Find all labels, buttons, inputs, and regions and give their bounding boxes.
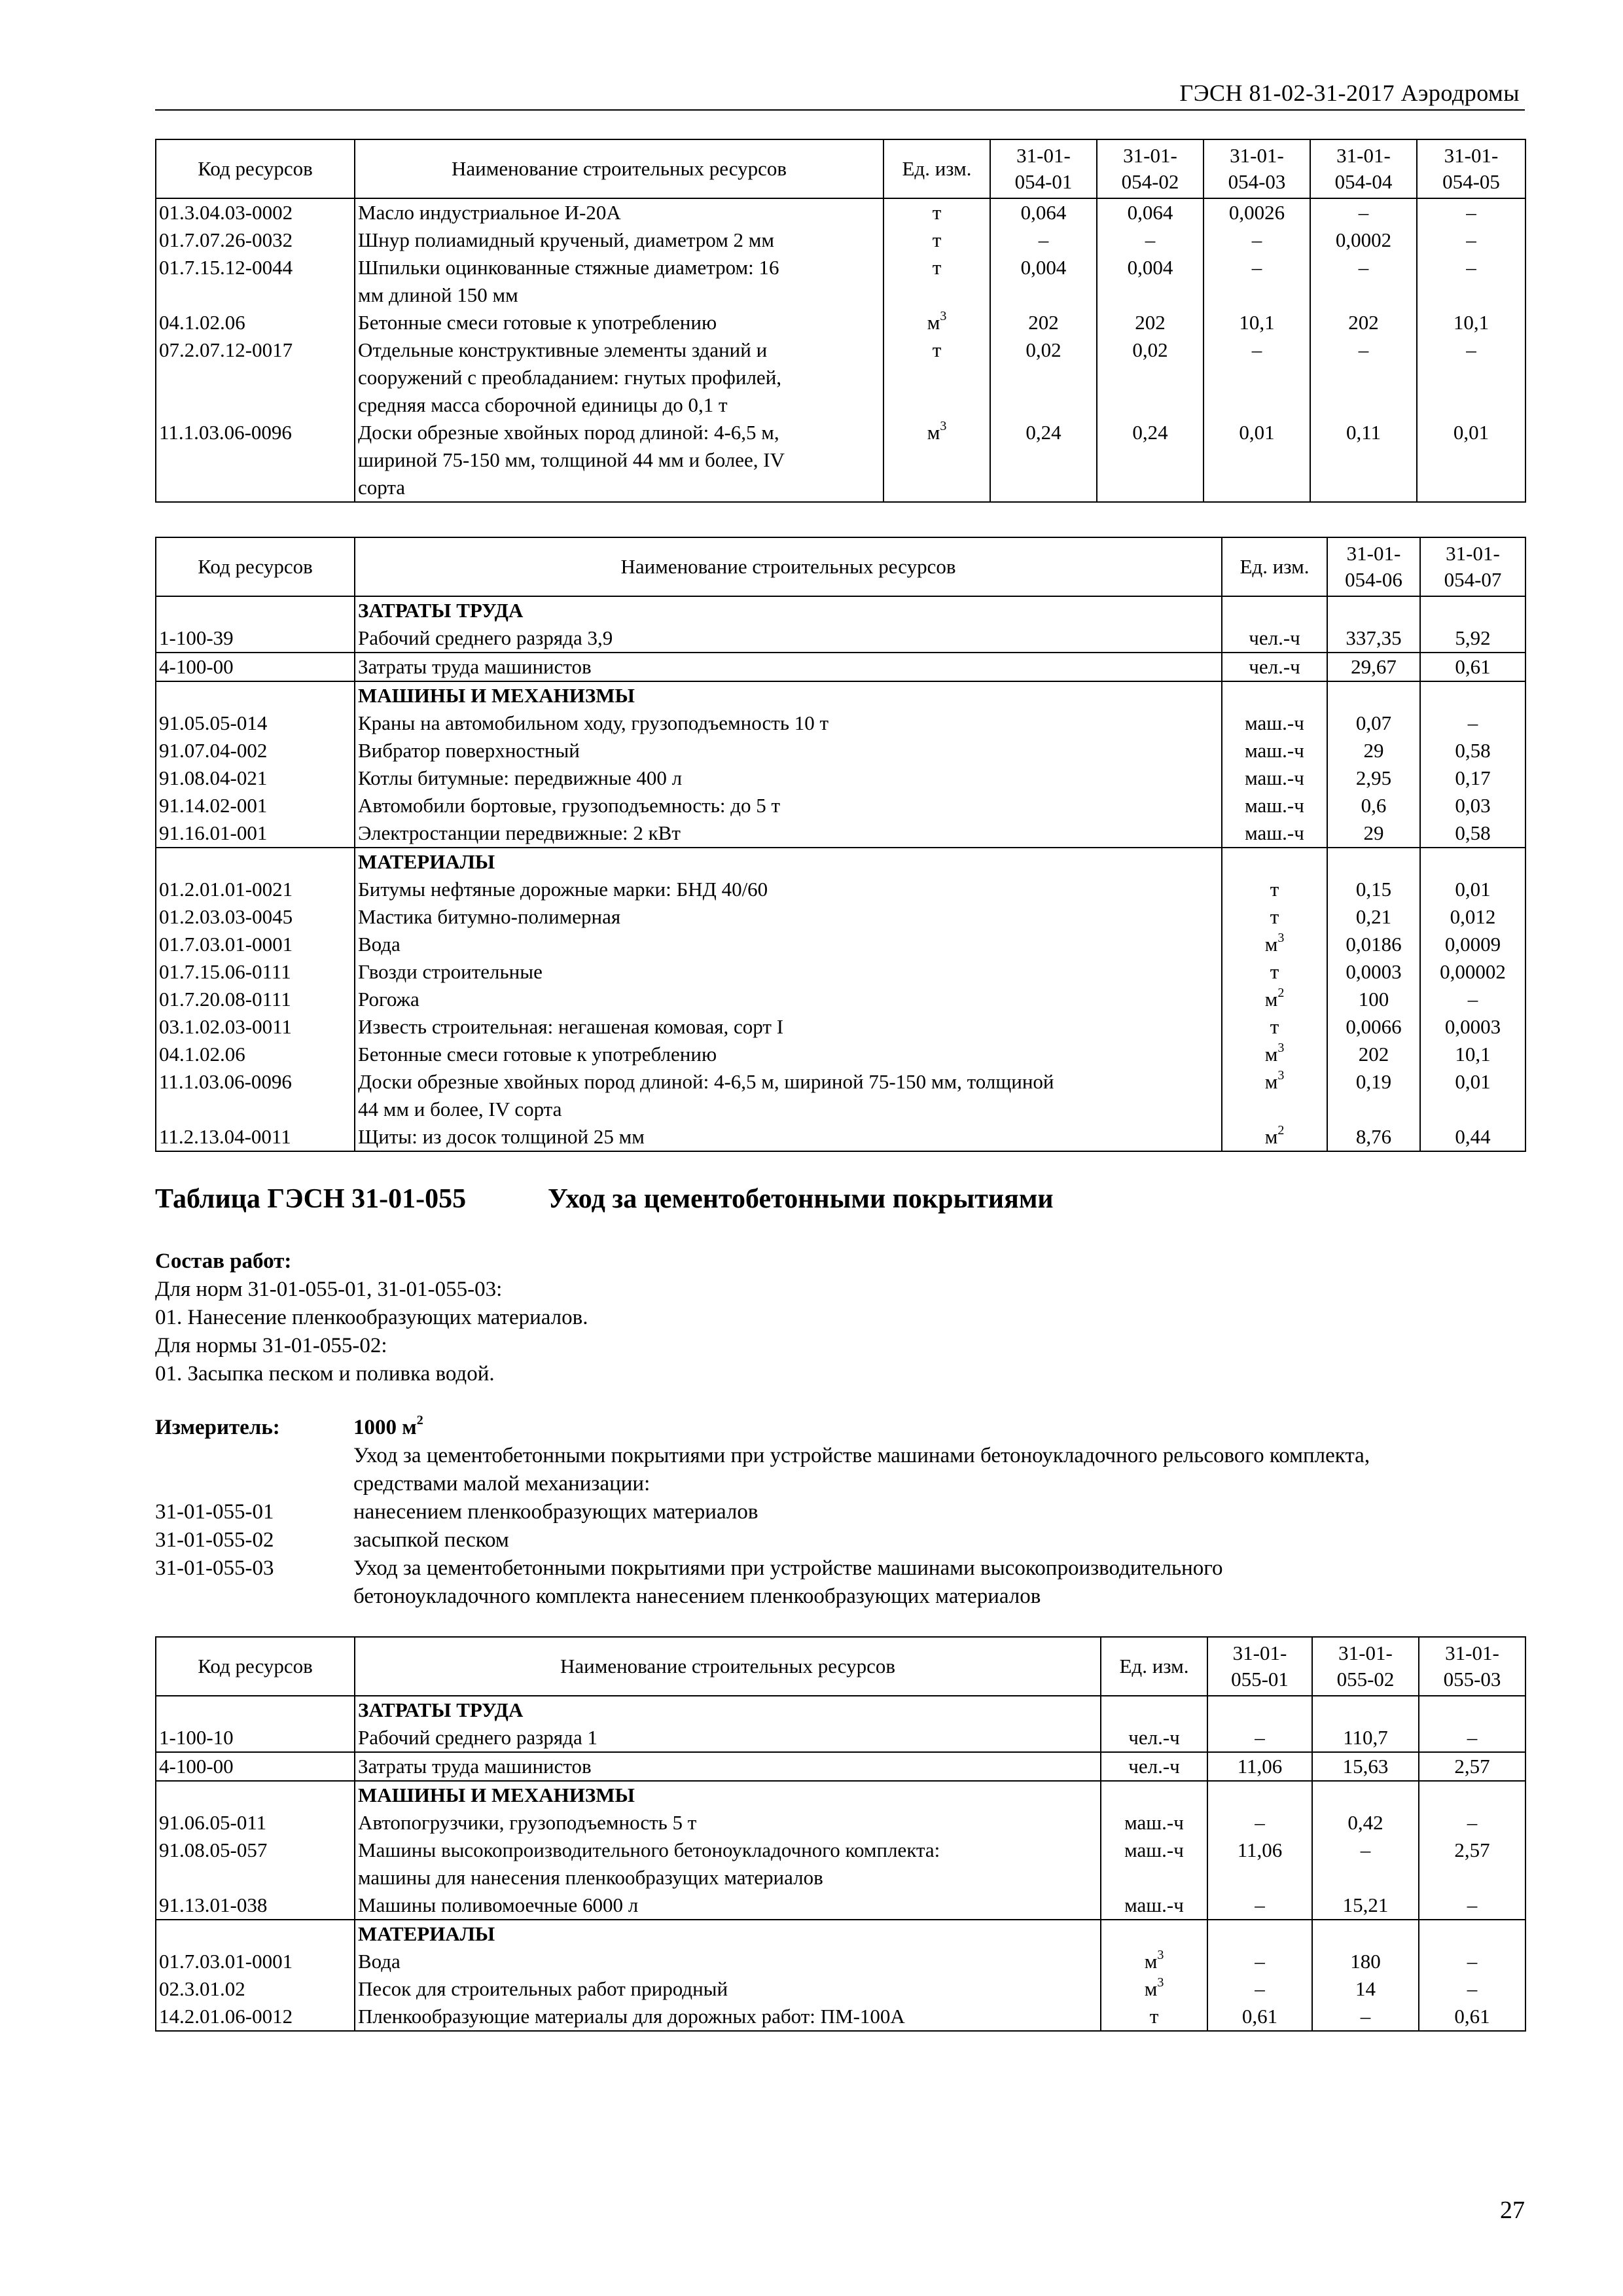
name-cell: Машины поливомоечные 6000 л — [355, 1892, 1101, 1920]
column-header: Код ресурсов — [156, 537, 355, 596]
composition-line: Для норм 31-01-055-01, 31-01-055-03: — [155, 1278, 503, 1301]
table-row — [156, 419, 1525, 502]
page-number: 27 — [1500, 2197, 1525, 2224]
value-cell: 0,02 — [1097, 336, 1204, 419]
table-row — [156, 986, 1525, 1013]
value-cell: 29 — [1327, 819, 1420, 848]
section-title: ЗАТРАТЫ ТРУДА — [355, 1696, 1101, 1724]
table-row — [156, 709, 1525, 737]
value-cell: 15,63 — [1312, 1752, 1419, 1781]
value-cell: 0,58 — [1420, 819, 1525, 848]
resources-table-054-06-07 — [155, 537, 1526, 1152]
table-row — [156, 624, 1525, 653]
code-cell: 91.16.01-001 — [156, 819, 355, 848]
column-header: Ед. изм. — [1101, 1637, 1207, 1696]
code-cell — [156, 596, 355, 624]
norm-column-header: 31-01- 054-03 — [1204, 139, 1310, 198]
code-cell — [156, 848, 355, 876]
value-cell: – — [1310, 336, 1417, 419]
value-cell: 0,01 — [1420, 1068, 1525, 1123]
value-cell — [1419, 1696, 1525, 1724]
unit-cell — [1101, 1781, 1207, 1809]
code-cell: 04.1.02.06 — [156, 1041, 355, 1068]
meter-block — [155, 1414, 1525, 1611]
unit-cell: чел.-ч — [1101, 1752, 1207, 1781]
norm-column-header: 31-01- 054-02 — [1097, 139, 1204, 198]
code-cell: 91.07.04-002 — [156, 737, 355, 764]
value-cell: – — [1417, 226, 1525, 254]
section-title — [155, 1183, 1054, 1215]
section-header-row — [156, 1920, 1525, 1948]
name-cell: Щиты: из досок толщиной 25 мм — [355, 1123, 1222, 1151]
value-cell: 100 — [1327, 986, 1420, 1013]
norm-code: 31-01-055-03 — [155, 1556, 274, 1580]
code-cell: 91.08.05-057 — [156, 1837, 355, 1892]
value-cell — [1327, 848, 1420, 876]
unit-cell: т — [1222, 1013, 1327, 1041]
code-cell: 4-100-00 — [156, 1752, 355, 1781]
name-cell: Затраты труда машинистов — [355, 1752, 1101, 1781]
value-cell: 14 — [1312, 1975, 1419, 2003]
unit-cell: маш.-ч — [1101, 1809, 1207, 1837]
value-cell: 0,58 — [1420, 737, 1525, 764]
section-header-row — [156, 1696, 1525, 1724]
table-row — [156, 336, 1525, 419]
column-header: Ед. изм. — [883, 139, 990, 198]
name-cell: Масло индустриальное И-20А — [355, 198, 883, 226]
unit-cell: маш.-ч — [1222, 709, 1327, 737]
table-row — [156, 958, 1525, 986]
norm-code: 31-01-055-02 — [155, 1528, 274, 1552]
value-cell: 0,19 — [1327, 1068, 1420, 1123]
name-cell: Отдельные конструктивные элементы зданий и сооружений с преобладанием: гнутых профилей, средняя масса сборочной единицы до 0,1 т — [355, 336, 883, 419]
value-cell: 0,0009 — [1420, 931, 1525, 958]
value-cell: 0,42 — [1312, 1809, 1419, 1837]
value-cell: 10,1 — [1204, 309, 1310, 336]
code-cell — [156, 1781, 355, 1809]
unit-cell: $м^3$ — [1222, 931, 1327, 958]
name-cell: Шпильки оцинкованные стяжные диаметром: 16 мм длиной 150 мм — [355, 254, 883, 309]
value-cell: 337,35 — [1327, 624, 1420, 653]
name-cell: Мастика битумно-полимерная — [355, 903, 1222, 931]
value-cell: – — [1419, 1724, 1525, 1752]
value-cell: 29 — [1327, 737, 1420, 764]
section-header-row — [156, 596, 1525, 624]
value-cell: 180 — [1312, 1948, 1419, 1975]
code-cell — [156, 1696, 355, 1724]
meter-line — [155, 1554, 1525, 1583]
table-row — [156, 1068, 1525, 1123]
unit-cell: маш.-ч — [1101, 1892, 1207, 1920]
value-cell: – — [1207, 1948, 1312, 1975]
name-cell: Вода — [355, 1948, 1101, 1975]
code-cell: 91.05.05-014 — [156, 709, 355, 737]
value-cell: 0,012 — [1420, 903, 1525, 931]
code-cell: 91.13.01-038 — [156, 1892, 355, 1920]
table-row — [156, 226, 1525, 254]
value-cell — [1420, 681, 1525, 709]
value-cell: 0,0003 — [1327, 958, 1420, 986]
value-cell: 0,0066 — [1327, 1013, 1420, 1041]
norm-code: 31-01-055-01 — [155, 1500, 274, 1524]
value-cell: 29,67 — [1327, 653, 1420, 681]
name-cell: Котлы битумные: передвижные 400 л — [355, 764, 1222, 792]
table-row — [156, 1013, 1525, 1041]
value-cell: 0,03 — [1420, 792, 1525, 819]
norm-column-header: 31-01- 054-01 — [990, 139, 1097, 198]
unit-cell: $м^3$ — [1222, 1068, 1327, 1123]
norm-description: нанесением пленкообразующих материалов — [353, 1500, 758, 1524]
meter-value: 1000 $м^2$ — [353, 1413, 423, 1439]
unit-cell — [1222, 681, 1327, 709]
value-cell: 0,11 — [1310, 419, 1417, 502]
composition-line: 01. Нанесение пленкообразующих материалов. — [155, 1306, 588, 1329]
value-cell: – — [1420, 709, 1525, 737]
meter-line — [155, 1498, 1525, 1526]
table-row — [156, 2003, 1525, 2031]
table-row — [156, 1837, 1525, 1892]
meter-label: Измеритель: — [155, 1416, 280, 1439]
section-header-row — [156, 1781, 1525, 1809]
unit-cell: $м^2$ — [1222, 1123, 1327, 1151]
value-cell: 0,0186 — [1327, 931, 1420, 958]
value-cell: – — [1419, 1892, 1525, 1920]
name-cell: Вода — [355, 931, 1222, 958]
value-cell: – — [1204, 226, 1310, 254]
value-cell: 0,15 — [1327, 876, 1420, 903]
value-cell: 0,24 — [1097, 419, 1204, 502]
code-cell: 11.2.13.04-0011 — [156, 1123, 355, 1151]
value-cell: – — [1417, 198, 1525, 226]
composition-line: Для нормы 31-01-055-02: — [155, 1334, 387, 1357]
unit-cell: т — [1222, 958, 1327, 986]
value-cell: – — [1207, 1892, 1312, 1920]
code-cell: 04.1.02.06 — [156, 309, 355, 336]
value-cell — [1420, 596, 1525, 624]
norm-column-header: 31-01- 054-04 — [1310, 139, 1417, 198]
column-header: Наименование строительных ресурсов — [355, 139, 883, 198]
value-cell: – — [1204, 336, 1310, 419]
unit-cell: маш.-ч — [1222, 792, 1327, 819]
value-cell: – — [1417, 336, 1525, 419]
unit-cell: чел.-ч — [1222, 624, 1327, 653]
code-cell: 01.7.07.26-0032 — [156, 226, 355, 254]
resources-table-054-01-05 — [155, 139, 1526, 503]
name-cell: Доски обрезные хвойных пород длиной: 4-6,5 м, шириной 75-150 мм, толщиной 44 мм и более, IV сорта — [355, 1068, 1222, 1123]
table-row — [156, 903, 1525, 931]
code-cell: 01.7.15.06-0111 — [156, 958, 355, 986]
code-cell: 01.2.03.03-0045 — [156, 903, 355, 931]
section-title: ЗАТРАТЫ ТРУДА — [355, 596, 1222, 624]
section-header-row — [156, 848, 1525, 876]
name-cell: Вибратор поверхностный — [355, 737, 1222, 764]
column-header: Код ресурсов — [156, 139, 355, 198]
code-cell: 91.08.04-021 — [156, 764, 355, 792]
unit-cell: $м^3$ — [883, 309, 990, 336]
page-header — [155, 75, 1525, 111]
unit-cell: т — [883, 336, 990, 419]
value-cell: 2,57 — [1419, 1752, 1525, 1781]
value-cell: 202 — [990, 309, 1097, 336]
value-cell: – — [1419, 1975, 1525, 2003]
unit-cell: маш.-ч — [1222, 764, 1327, 792]
document-title: ГЭСН 81-02-31-2017 Аэродромы — [1179, 80, 1520, 106]
name-cell: Бетонные смеси готовые к употреблению — [355, 1041, 1222, 1068]
value-cell — [1312, 1781, 1419, 1809]
unit-cell: т — [1222, 876, 1327, 903]
code-cell — [156, 681, 355, 709]
unit-cell: $м^3$ — [1101, 1948, 1207, 1975]
norm-description: бетоноукладочного комплекта нанесением пленкообразующих материалов — [353, 1585, 1041, 1608]
value-cell: 0,00002 — [1420, 958, 1525, 986]
name-cell: Шнур полиамидный крученый, диаметром 2 мм — [355, 226, 883, 254]
unit-cell: т — [883, 198, 990, 226]
value-cell: 0,44 — [1420, 1123, 1525, 1151]
norm-column-header: 31-01- 054-05 — [1417, 139, 1525, 198]
value-cell: – — [1310, 198, 1417, 226]
norm-column-header: 31-01- 054-07 — [1420, 537, 1525, 596]
table-row — [156, 764, 1525, 792]
section-title: МАТЕРИАЛЫ — [355, 1920, 1101, 1948]
name-cell: Краны на автомобильном ходу, грузоподъемность 10 т — [355, 709, 1222, 737]
unit-cell: чел.-ч — [1101, 1724, 1207, 1752]
value-cell: 11,06 — [1207, 1837, 1312, 1892]
unit-cell: маш.-ч — [1222, 819, 1327, 848]
value-cell: – — [1097, 226, 1204, 254]
value-cell: 202 — [1310, 309, 1417, 336]
meter-line — [155, 1442, 1525, 1470]
value-cell: 202 — [1097, 309, 1204, 336]
code-cell: 91.14.02-001 — [156, 792, 355, 819]
section-title-code: Таблица ГЭСН 31-01-055 — [155, 1184, 467, 1214]
value-cell: 2,95 — [1327, 764, 1420, 792]
value-cell: 0,004 — [1097, 254, 1204, 309]
table-row — [156, 653, 1525, 681]
section-title: МАШИНЫ И МЕХАНИЗМЫ — [355, 681, 1222, 709]
code-cell: 02.3.01.02 — [156, 1975, 355, 2003]
value-cell: 11,06 — [1207, 1752, 1312, 1781]
unit-cell — [1101, 1920, 1207, 1948]
norm-description: Уход за цементобетонными покрытиями при устройстве машинами бетоноукладочного рельсового комплекта, — [353, 1444, 1370, 1467]
table-row — [156, 931, 1525, 958]
value-cell — [1207, 1781, 1312, 1809]
code-cell: 1-100-39 — [156, 624, 355, 653]
value-cell: 0,6 — [1327, 792, 1420, 819]
name-cell: Пленкообразующие материалы для дорожных работ: ПМ-100А — [355, 2003, 1101, 2031]
column-header: Наименование строительных ресурсов — [355, 537, 1222, 596]
work-composition — [155, 1247, 588, 1388]
table-row — [156, 737, 1525, 764]
value-cell — [1207, 1920, 1312, 1948]
name-cell: Автопогрузчики, грузоподъемность 5 т — [355, 1809, 1101, 1837]
unit-cell — [1222, 596, 1327, 624]
value-cell — [1420, 848, 1525, 876]
value-cell: 0,01 — [1420, 876, 1525, 903]
value-cell: – — [1312, 1837, 1419, 1892]
code-cell: 11.1.03.06-0096 — [156, 1068, 355, 1123]
value-cell: 8,76 — [1327, 1123, 1420, 1151]
value-cell: 110,7 — [1312, 1724, 1419, 1752]
norm-description: засыпкой песком — [353, 1528, 509, 1552]
code-cell: 11.1.03.06-0096 — [156, 419, 355, 502]
value-cell: – — [1310, 254, 1417, 309]
resources-table-055 — [155, 1636, 1526, 2032]
unit-cell: $м^3$ — [1101, 1975, 1207, 2003]
value-cell: 0,01 — [1204, 419, 1310, 502]
value-cell: – — [1420, 986, 1525, 1013]
name-cell: Гвозди строительные — [355, 958, 1222, 986]
code-cell: 01.7.03.01-0001 — [156, 1948, 355, 1975]
value-cell: 10,1 — [1417, 309, 1525, 336]
norm-description: Уход за цементобетонными покрытиями при устройстве машинами высокопроизводительного — [353, 1556, 1223, 1580]
value-cell: 2,57 — [1419, 1837, 1525, 1892]
name-cell: Известь строительная: негашеная комовая, сорт I — [355, 1013, 1222, 1041]
value-cell: 10,1 — [1420, 1041, 1525, 1068]
code-cell: 01.7.20.08-0111 — [156, 986, 355, 1013]
code-cell: 01.7.15.12-0044 — [156, 254, 355, 309]
table-row — [156, 1724, 1525, 1752]
value-cell — [1327, 681, 1420, 709]
norm-column-header: 31-01- 055-02 — [1312, 1637, 1419, 1696]
value-cell: 0,064 — [990, 198, 1097, 226]
table-row — [156, 1975, 1525, 2003]
code-cell: 4-100-00 — [156, 653, 355, 681]
value-cell: – — [1207, 1809, 1312, 1837]
code-cell: 01.3.04.03-0002 — [156, 198, 355, 226]
column-header: Код ресурсов — [156, 1637, 355, 1696]
table-row — [156, 198, 1525, 226]
name-cell: Рабочий среднего разряда 3,9 — [355, 624, 1222, 653]
name-cell: Рогожа — [355, 986, 1222, 1013]
value-cell: 0,61 — [1420, 653, 1525, 681]
meter-line — [155, 1470, 1525, 1498]
name-cell: Доски обрезные хвойных пород длиной: 4-6,5 м, шириной 75-150 мм, толщиной 44 мм и более, IV сорта — [355, 419, 883, 502]
column-header: Наименование строительных ресурсов — [355, 1637, 1101, 1696]
value-cell — [1419, 1781, 1525, 1809]
value-cell — [1312, 1696, 1419, 1724]
section-title: МАТЕРИАЛЫ — [355, 848, 1222, 876]
unit-cell — [1222, 848, 1327, 876]
unit-cell: т — [883, 254, 990, 309]
unit-cell: маш.-ч — [1222, 737, 1327, 764]
name-cell: Затраты труда машинистов — [355, 653, 1222, 681]
value-cell: 15,21 — [1312, 1892, 1419, 1920]
table-row — [156, 1948, 1525, 1975]
unit-cell — [1101, 1696, 1207, 1724]
name-cell: Автомобили бортовые, грузоподъемность: до 5 т — [355, 792, 1222, 819]
table-row — [156, 309, 1525, 336]
table-row — [156, 792, 1525, 819]
norm-column-header: 31-01- 054-06 — [1327, 537, 1420, 596]
meter-line — [155, 1526, 1525, 1554]
value-cell — [1312, 1920, 1419, 1948]
value-cell — [1327, 596, 1420, 624]
value-cell: 0,0026 — [1204, 198, 1310, 226]
value-cell: 0,17 — [1420, 764, 1525, 792]
value-cell: 0,02 — [990, 336, 1097, 419]
table-row — [156, 254, 1525, 309]
code-cell: 07.2.07.12-0017 — [156, 336, 355, 419]
table-row — [156, 1809, 1525, 1837]
name-cell: Песок для строительных работ природный — [355, 1975, 1101, 2003]
code-cell: 91.06.05-011 — [156, 1809, 355, 1837]
value-cell: – — [1419, 1809, 1525, 1837]
table-row — [156, 1892, 1525, 1920]
code-cell: 1-100-10 — [156, 1724, 355, 1752]
value-cell — [1419, 1920, 1525, 1948]
table-row — [156, 819, 1525, 848]
code-cell: 14.2.01.06-0012 — [156, 2003, 355, 2031]
value-cell: 0,24 — [990, 419, 1097, 502]
meter-line — [155, 1583, 1525, 1611]
value-cell: 0,61 — [1419, 2003, 1525, 2031]
table-row — [156, 876, 1525, 903]
section-title: МАШИНЫ И МЕХАНИЗМЫ — [355, 1781, 1101, 1809]
name-cell: Бетонные смеси готовые к употреблению — [355, 309, 883, 336]
name-cell: Электростанции передвижные: 2 кВт — [355, 819, 1222, 848]
value-cell: – — [1419, 1948, 1525, 1975]
composition-line: 01. Засыпка песком и поливка водой. — [155, 1362, 495, 1386]
norm-column-header: 31-01- 055-03 — [1419, 1637, 1525, 1696]
composition-heading: Состав работ: — [155, 1249, 292, 1273]
value-cell: 0,61 — [1207, 2003, 1312, 2031]
unit-cell: маш.-ч — [1101, 1837, 1207, 1892]
unit-cell: $м^3$ — [1222, 1041, 1327, 1068]
code-cell: 03.1.02.03-0011 — [156, 1013, 355, 1041]
code-cell — [156, 1920, 355, 1948]
unit-cell: т — [883, 226, 990, 254]
table-row — [156, 1041, 1525, 1068]
norm-description: средствами малой механизации: — [353, 1472, 651, 1496]
value-cell — [1207, 1696, 1312, 1724]
name-cell: Рабочий среднего разряда 1 — [355, 1724, 1101, 1752]
column-header: Ед. изм. — [1222, 537, 1327, 596]
name-cell: Машины высокопроизводительного бетоноукладочного комплекта: машины для нанесения пленкообразущих материалов — [355, 1837, 1101, 1892]
value-cell: 0,07 — [1327, 709, 1420, 737]
value-cell: – — [1207, 1724, 1312, 1752]
value-cell: – — [1417, 254, 1525, 309]
code-cell: 01.2.01.01-0021 — [156, 876, 355, 903]
value-cell: – — [1204, 254, 1310, 309]
unit-cell: т — [1222, 903, 1327, 931]
unit-cell: т — [1101, 2003, 1207, 2031]
norm-column-header: 31-01- 055-01 — [1207, 1637, 1312, 1696]
code-cell: 01.7.03.01-0001 — [156, 931, 355, 958]
value-cell: 5,92 — [1420, 624, 1525, 653]
unit-cell: чел.-ч — [1222, 653, 1327, 681]
value-cell: 0,21 — [1327, 903, 1420, 931]
section-header-row — [156, 681, 1525, 709]
unit-cell: $м^2$ — [1222, 986, 1327, 1013]
table-row — [156, 1123, 1525, 1151]
value-cell: 202 — [1327, 1041, 1420, 1068]
value-cell: – — [1207, 1975, 1312, 2003]
value-cell: 0,01 — [1417, 419, 1525, 502]
value-cell: – — [990, 226, 1097, 254]
name-cell: Битумы нефтяные дорожные марки: БНД 40/60 — [355, 876, 1222, 903]
table-row — [156, 1752, 1525, 1781]
value-cell: 0,0003 — [1420, 1013, 1525, 1041]
section-title-name: Уход за цементобетонными покрытиями — [548, 1184, 1054, 1214]
value-cell: 0,064 — [1097, 198, 1204, 226]
unit-cell: $м^3$ — [883, 419, 990, 502]
value-cell: 0,0002 — [1310, 226, 1417, 254]
value-cell: – — [1312, 2003, 1419, 2031]
value-cell: 0,004 — [990, 254, 1097, 309]
